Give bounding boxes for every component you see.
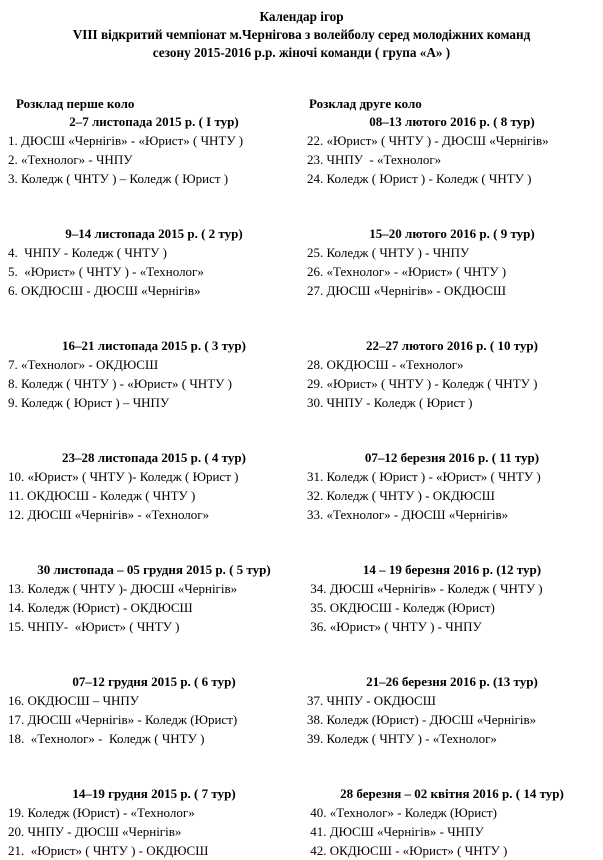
match-line: 13. Коледж ( ЧНТУ )- ДЮСШ «Чернігів» <box>8 581 238 596</box>
tour-title: 07–12 грудня 2015 р. ( 6 тур) <box>72 674 236 689</box>
tour-title: 14 – 19 березня 2016 р. (12 тур) <box>362 562 542 577</box>
tour-title: 23–28 листопада 2015 р. ( 4 тур) <box>62 450 246 465</box>
tour-title: 22–27 лютого 2016 р. ( 10 тур) <box>366 338 538 353</box>
match-line: 19. Коледж (Юрист) - «Технолог» <box>8 805 195 820</box>
match-line: 27. ДЮСШ «Чернігів» - ОКДЮСШ <box>307 283 507 298</box>
match-line: 37. ЧНПУ - ОКДЮСШ <box>307 693 436 708</box>
match-line: 3. Коледж ( ЧНТУ ) – Коледж ( Юрист ) <box>8 171 229 186</box>
tour-block <box>307 672 597 748</box>
match-line: 30. ЧНПУ - Коледж ( Юрист ) <box>307 395 473 410</box>
tour-block <box>8 784 300 860</box>
tour-block <box>8 448 300 524</box>
match-line: 35. ОКДЮСШ - Коледж (Юрист) <box>307 600 495 615</box>
first-round-column <box>8 96 300 860</box>
tour-title: 08–13 лютого 2016 р. ( 8 тур) <box>369 114 535 129</box>
match-line: 10. «Юрист» ( ЧНТУ )- Коледж ( Юрист ) <box>8 469 239 484</box>
match-line: 39. Коледж ( ЧНТУ ) - «Технолог» <box>307 731 497 746</box>
match-line: 24. Коледж ( Юрист ) - Коледж ( ЧНТУ ) <box>307 171 532 186</box>
match-line: 12. ДЮСШ «Чернігів» - «Технолог» <box>8 507 210 522</box>
match-line: 15. ЧНПУ- «Юрист» ( ЧНТУ ) <box>8 619 180 634</box>
tour-block <box>307 336 597 412</box>
document-header <box>0 8 603 62</box>
match-line: 23. ЧНПУ - «Технолог» <box>307 152 442 167</box>
match-line: 6. ОКДЮСШ - ДЮСШ «Чернігів» <box>8 283 201 298</box>
match-line: 33. «Технолог» - ДЮСШ «Чернігів» <box>307 507 509 522</box>
tour-block <box>307 224 597 300</box>
tour-title: 15–20 лютого 2016 р. ( 9 тур) <box>369 226 535 241</box>
match-line: 5. «Юрист» ( ЧНТУ ) - «Технолог» <box>8 264 204 279</box>
tour-title: 28 березня – 02 квітня 2016 р. ( 14 тур) <box>340 786 564 801</box>
match-line: 25. Коледж ( ЧНТУ ) - ЧНПУ <box>307 245 470 260</box>
match-line: 17. ДЮСШ «Чернігів» - Коледж (Юрист) <box>8 712 238 727</box>
tour-block <box>8 560 300 636</box>
match-line: 34. ДЮСШ «Чернігів» - Коледж ( ЧНТУ ) <box>307 581 543 596</box>
tour-block <box>8 672 300 748</box>
match-line: 21. «Юрист» ( ЧНТУ ) - ОКДЮСШ <box>8 843 209 858</box>
match-line: 11. ОКДЮСШ - Коледж ( ЧНТУ ) <box>8 488 196 503</box>
tour-block <box>8 336 300 412</box>
tour-title: 2–7 листопада 2015 р. ( I тур) <box>69 114 239 129</box>
match-line: 9. Коледж ( Юрист ) – ЧНПУ <box>8 395 170 410</box>
match-line: 22. «Юрист» ( ЧНТУ ) - ДЮСШ «Чернігів» <box>307 133 549 148</box>
tour-title: 16–21 листопада 2015 р. ( 3 тур) <box>62 338 246 353</box>
match-line: 4. ЧНПУ - Коледж ( ЧНТУ ) <box>8 245 167 260</box>
match-line: 38. Коледж (Юрист) - ДЮСШ «Чернігів» <box>307 712 537 727</box>
match-line: 28. ОКДЮСШ - «Технолог» <box>307 357 464 372</box>
match-line: 32. Коледж ( ЧНТУ ) - ОКДЮСШ <box>307 488 495 503</box>
match-line: 42. ОКДЮСШ - «Юрист» ( ЧНТУ ) <box>307 843 508 858</box>
match-line: 2. «Технолог» - ЧНПУ <box>8 152 133 167</box>
match-line: 40. «Технолог» - Коледж (Юрист) <box>307 805 497 820</box>
first-round-title: Розклад перше коло <box>16 96 135 111</box>
match-line: 20. ЧНПУ - ДЮСШ «Чернігів» <box>8 824 182 839</box>
header-title: Календар ігор <box>259 9 344 24</box>
match-line: 36. «Юрист» ( ЧНТУ ) - ЧНПУ <box>307 619 482 634</box>
tour-block <box>307 112 597 188</box>
match-line: 41. ДЮСШ «Чернігів» - ЧНПУ <box>307 824 484 839</box>
match-line: 16. ОКДЮСШ – ЧНПУ <box>8 693 140 708</box>
header-season: сезону 2015-2016 р.р. жіночі команди ( група «А» ) <box>152 45 451 60</box>
second-round-title: Розклад друге коло <box>309 96 422 111</box>
tour-title: 9–14 листопада 2015 р. ( 2 тур) <box>65 226 243 241</box>
match-line: 26. «Технолог» - «Юрист» ( ЧНТУ ) <box>307 264 507 279</box>
match-line: 7. «Технолог» - ОКДЮСШ <box>8 357 159 372</box>
tour-title: 14–19 грудня 2015 р. ( 7 тур) <box>72 786 236 801</box>
match-line: 18. «Технолог» - Коледж ( ЧНТУ ) <box>8 731 205 746</box>
match-line: 1. ДЮСШ «Чернігів» - «Юрист» ( ЧНТУ ) <box>8 133 244 148</box>
tour-block <box>307 560 597 636</box>
match-line: 29. «Юрист» ( ЧНТУ ) - Коледж ( ЧНТУ ) <box>307 376 538 391</box>
second-round-column <box>307 96 597 860</box>
tour-block <box>8 112 300 188</box>
tour-block <box>307 784 597 860</box>
match-line: 31. Коледж ( Юрист ) - «Юрист» ( ЧНТУ ) <box>307 469 541 484</box>
match-line: 8. Коледж ( ЧНТУ ) - «Юрист» ( ЧНТУ ) <box>8 376 232 391</box>
tour-block <box>307 448 597 524</box>
tour-title: 30 листопада – 05 грудня 2015 р. ( 5 тур) <box>37 562 271 577</box>
tour-title: 07–12 березня 2016 р. ( 11 тур) <box>364 450 540 465</box>
header-subtitle: VIII відкритий чемпіонат м.Чернігова з волейболу серед молодіжних команд <box>72 27 531 42</box>
tour-block <box>8 224 300 300</box>
match-line: 14. Коледж (Юрист) - ОКДЮСШ <box>8 600 193 615</box>
tour-title: 21–26 березня 2016 р. (13 тур) <box>366 674 538 689</box>
